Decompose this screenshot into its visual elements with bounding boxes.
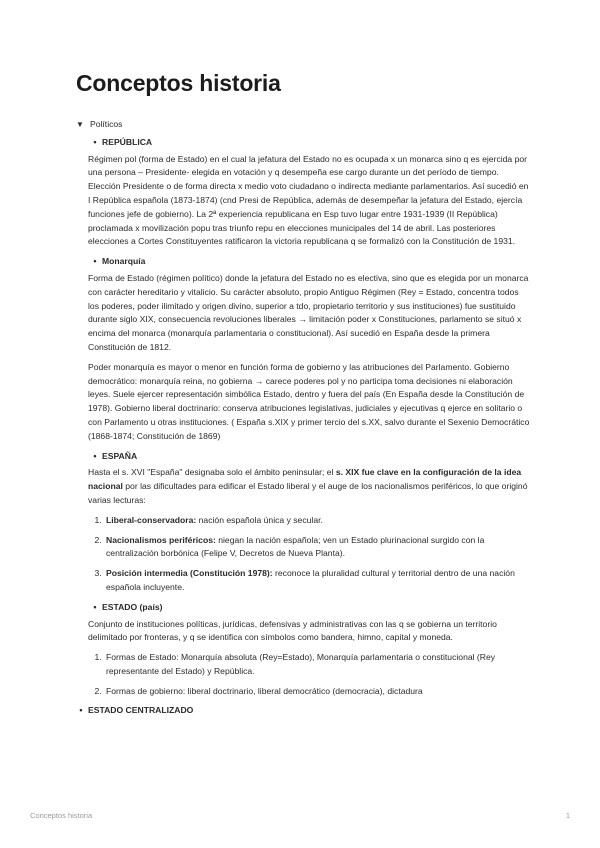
page-number: 1 bbox=[565, 811, 570, 820]
estado-paragraph: Conjunto de instituciones políticas, jurídicas, defensivas y administrativas con las q se gobierna un territorio delimitado por fronteras, y q se identifica con símbolos como bandera, himno, capital y moneda. bbox=[88, 618, 497, 643]
espana-list bbox=[88, 514, 531, 595]
heading-text: ESTADO (país) bbox=[102, 601, 163, 612]
item-label: Posición intermedia (Constitución 1978): bbox=[106, 568, 273, 579]
heading-text: REPÚBLICA bbox=[102, 136, 153, 147]
page-title: Conceptos historia bbox=[76, 70, 281, 96]
bullet-icon: • bbox=[93, 256, 97, 267]
intro-bold: s. XIX fue clave en la configuración de la idea nacional bbox=[88, 467, 522, 492]
intro-text: Hasta el s. XVI "España" designaba solo el ámbito peninsular; el bbox=[88, 467, 336, 478]
estado-heading bbox=[88, 601, 531, 615]
republica-paragraph: Régimen pol (forma de Estado) en el cual la jefatura del Estado no es ocupada x un monarca sino q es ejercida por una persona – Presidente- elegida en votación y q desempeña ese cargo durante un det período de tiempo. Elección Presidente o de forma directa x medio voto ciudadano o indirecta mediante parlamentarios. Así sucedió en I República española (1873-1874) (cnd Presi de República, además de desempeñar la jefatura del Estado, ejercía funciones jefe de gobierno). La 2ª experiencia republicana en Esp tuvo lugar entre 1931-1939 (II República) proclamada x movilización popu tras triunfo repu en elecciones municipales del 14 de abril. Las posteriores elecciones a Cortes Constituyentes ratificaron la victoria republicana q se formalizó con la Constitución de 1931. bbox=[88, 153, 529, 247]
republica-heading bbox=[88, 136, 531, 150]
list-item: 1. Formas de Estado: Monarquía absoluta (Rey=Estado), Monarquía parlamentaria o constitucional (Rey representante del Estado) y República. bbox=[104, 651, 531, 679]
monarquia-paragraph-2: Poder monarquía es mayor o menor en función forma de gobierno y las atribuciones del Parlamento. Gobierno democrático: monarquía reina, no gobierna → carece poderes pol y no participa toma decisiones ni elaboración leyes. Suele ejercer representación simbólica Estado, dentro y fuera del país (En España desde la Constitución de 1978). Gobierno liberal doctrinario: conserva atribuciones legislativas, judiciales y ejecutivas q ejerce en solitario o con Parlamento u otras instituciones. ( España s.XIX y primer tercio del s.XX, salvo durante el Sexenio Democrático (1868-1874; Constitución de 1869) bbox=[88, 361, 530, 441]
intro-text: por las dificultades para edificar el Estado liberal y el auge de los nacionalismos periféricos, lo que originó varias lecturas: bbox=[88, 481, 528, 505]
list-item bbox=[104, 514, 531, 528]
page-footer bbox=[30, 811, 570, 820]
bullet-icon: • bbox=[93, 136, 97, 147]
monarquia-paragraph-1: Forma de Estado (régimen político) donde la jefatura del Estado no es electiva, sino que es elegida por un monarca con carácter hereditario y vitalicio. Su carácter absoluto, propio Antiguo Régimen (Rey = Estado, concentra todos los poderes, poder ilimitado y origen divino, superior a tdo, propietario territorio y sus instituciones) fue sustituido durante siglo XIX, consecuencia revoluciones liberales → limitación poder x Constituciones, parlamento se situó x encima del monarca (monarquía parlamentaria o constitucional). Así sucedió en España desde la primera Constitución de 1812. bbox=[88, 272, 529, 352]
item-text: reconoce la pluralidad cultural y territorial dentro de una nación española incluyente. bbox=[106, 568, 515, 592]
bullet-icon: • bbox=[93, 601, 97, 612]
estado-list bbox=[88, 651, 531, 698]
item-text: nación española única y secular. bbox=[196, 514, 323, 525]
list-item: 2. Formas de gobierno: liberal doctrinario, liberal democrático (democracia), dictadura bbox=[104, 685, 531, 699]
item-label: Liberal-conservadora: bbox=[106, 514, 197, 525]
bullet-icon: • bbox=[79, 705, 83, 716]
document-body bbox=[76, 118, 531, 718]
heading-text: ESPAÑA bbox=[102, 450, 138, 461]
espana-heading bbox=[88, 450, 531, 464]
estado-centralizado-heading bbox=[74, 704, 531, 718]
heading-text: Monarquía bbox=[102, 256, 146, 267]
politicos-toggle[interactable] bbox=[76, 118, 531, 132]
list-item bbox=[104, 567, 531, 595]
espana-intro bbox=[88, 466, 531, 507]
footer-title: Conceptos historia bbox=[30, 811, 93, 820]
heading-text: ESTADO CENTRALIZADO bbox=[88, 705, 194, 716]
item-label: Nacionalismos periféricos: bbox=[106, 534, 216, 545]
bullet-icon: • bbox=[93, 450, 97, 461]
list-item bbox=[104, 534, 531, 562]
monarquia-heading bbox=[88, 255, 531, 269]
toggle-content bbox=[88, 136, 531, 699]
triangle-down-icon[interactable]: ▼ bbox=[76, 120, 84, 129]
item-text: niegan la nación española; ven un Estado plurinacional surgido con la centralización borbónica (Felipe V, Decretos de Nueva Planta). bbox=[106, 534, 485, 559]
toggle-label: Políticos bbox=[90, 119, 123, 129]
